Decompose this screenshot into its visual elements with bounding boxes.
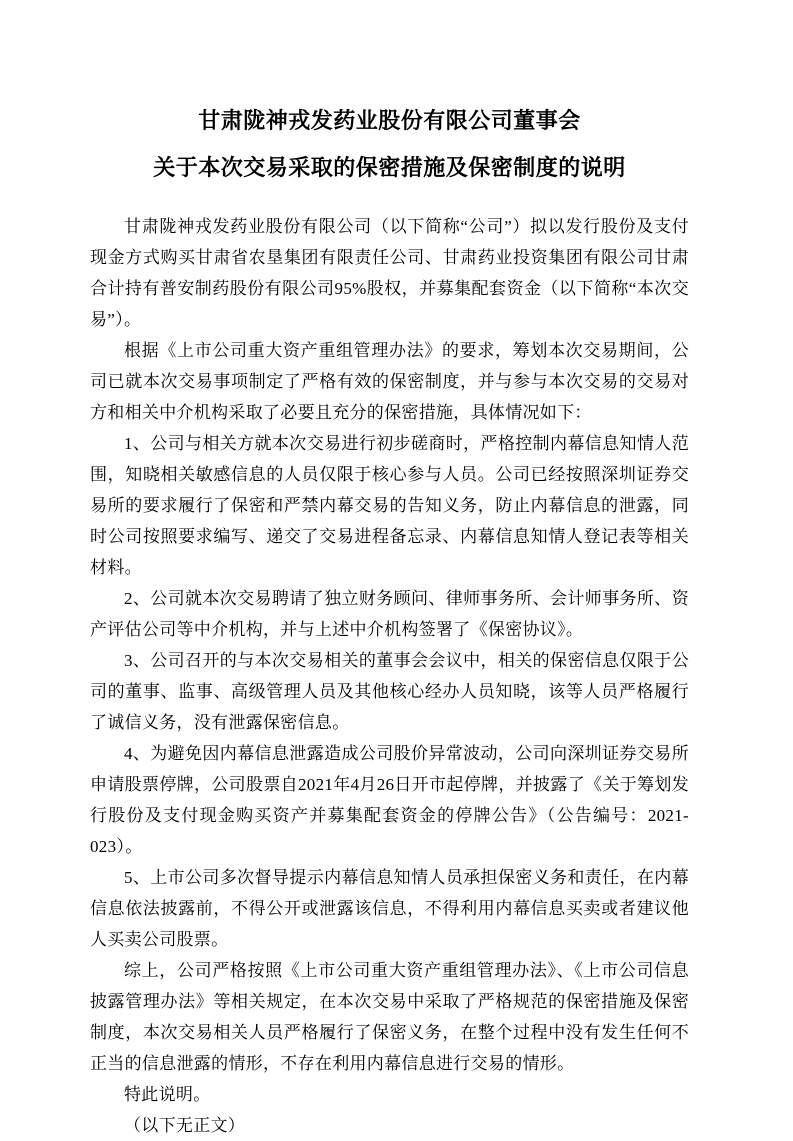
paragraph-conclusion: 综上，公司严格按照《上市公司重大资产重组管理办法》、《上市公司信息披露管理办法》等相关规定，在本次交易中采取了严格规范的保密措施及保密制度，本次交易相关人员严格履行了保密义务，在整个过程中没有发生任何不正当的信息泄露的情形，不存在利用内幕信息进行交易的情形。 bbox=[90, 961, 689, 1073]
paragraph-item-1: 1、公司与相关方就本次交易进行初步磋商时，严格控制内幕信息知情人范围，知晓相关敏感信息的人员仅限于核心参与人员。公司已经按照深圳证券交易所的要求履行了保密和严禁内幕交易的告知义务，防止内幕信息的泄露，同时公司按照要求编写、递交了交易进程备忘录、内幕信息知情人登记表等相关材料。 bbox=[90, 434, 689, 577]
paragraph-intro: 甘肃陇神戎发药业股份有限公司（以下简称“公司”）拟以发行股份及支付现金方式购买甘肃省农垦集团有限责任公司、甘肃药业投资集团有限公司甘肃合计持有普安制药股份有限公司95%股权，并募集配套资金（以下简称“本次交易”）。 bbox=[90, 217, 689, 329]
document-title-line-2: 关于本次交易采取的保密措施及保密制度的说明 bbox=[153, 155, 626, 180]
document-title bbox=[90, 97, 689, 191]
paragraph-item-2: 2、公司就本次交易聘请了独立财务顾问、律师事务所、会计师事务所、资产评估公司等中介机构，并与上述中介机构签署了《保密协议》。 bbox=[90, 589, 689, 639]
paragraph-item-3: 3、公司召开的与本次交易相关的董事会会议中，相关的保密信息仅限于公司的董事、监事、高级管理人员及其他核心经办人员知晓，该等人员严格履行了诚信义务，没有泄露保密信息。 bbox=[90, 651, 689, 732]
paragraph-item-4: 4、为避免因内幕信息泄露造成公司股价异常波动，公司向深圳证券交易所申请股票停牌，公司股票自2021年4月26日开市起停牌，并披露了《关于筹划发行股份及支付现金购买资产并募集配套资金的停牌公告》（公告编号：2021-023）。 bbox=[90, 744, 689, 856]
paragraph-no-more-text: （以下无正文） bbox=[124, 1116, 246, 1135]
document-title-line-1: 甘肃陇神戎发药业股份有限公司董事会 bbox=[198, 108, 581, 133]
paragraph-item-5: 5、上市公司多次督导提示内幕信息知情人员承担保密义务和责任，在内幕信息依法披露前，不得公开或泄露该信息，不得利用内幕信息买卖或者建议他人买卖公司股票。 bbox=[90, 868, 689, 949]
paragraph-basis: 根据《上市公司重大资产重组管理办法》的要求，筹划本次交易期间，公司已就本次交易事项制定了严格有效的保密制度，并与参与本次交易的交易对方和相关中介机构采取了必要且充分的保密措施，具体情况如下： bbox=[90, 341, 689, 422]
document-body bbox=[90, 211, 689, 1141]
paragraph-statement: 特此说明。 bbox=[124, 1085, 211, 1104]
